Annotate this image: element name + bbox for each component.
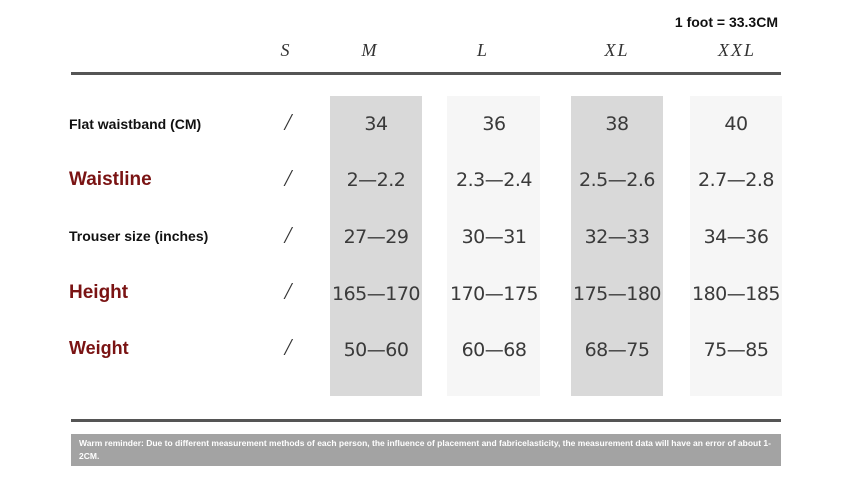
row-waistline-xxl: 2.7—2.8 [698,169,774,191]
warm-reminder: Warm reminder: Due to different measurement methods of each person, the influence of placement and fabricelasticity, the measurement data will have an error of about 1-2CM. [71,434,781,466]
row-trouser-size-l: 30—31 [461,226,527,248]
row-waistline-m: 2—2.2 [346,169,406,191]
row-waistline-s: / [284,166,292,192]
row-label-height: Height [69,282,129,303]
row-height-xl: 175—180 [572,283,662,305]
row-weight-m: 50—60 [343,339,409,361]
conversion-note: 1 foot = 33.3CM [674,14,778,30]
bottom-divider [71,419,781,422]
row-flat-waistband-s: / [284,110,292,136]
size-header-s: S [280,40,292,60]
row-height-xxl: 180—185 [691,283,781,305]
row-label-weight: Weight [69,338,129,358]
size-header-l: L [476,40,489,60]
size-header-xl: XL [604,40,630,60]
size-header-xxl: XXL [717,40,756,60]
row-flat-waistband-l: 36 [482,113,506,135]
row-label-flat-waistband: Flat waistband (CM) [69,116,202,132]
row-label-waistline: Waistline [69,169,152,190]
size-header-m: M [361,40,379,60]
row-flat-waistband-m: 34 [364,113,388,135]
row-trouser-size-s: / [284,223,292,249]
row-weight-l: 60—68 [461,339,527,361]
top-divider [71,72,781,75]
row-flat-waistband-xl: 38 [605,113,629,135]
row-flat-waistband-xxl: 40 [724,113,748,135]
row-height-m: 165—170 [331,283,421,305]
row-height-s: / [284,279,292,305]
row-weight-xxl: 75—85 [703,339,769,361]
row-waistline-xl: 2.5—2.6 [579,169,655,191]
row-trouser-size-xl: 32—33 [584,226,650,248]
row-weight-xl: 68—75 [584,339,650,361]
row-height-l: 170—175 [449,283,539,305]
row-waistline-l: 2.3—2.4 [456,169,532,191]
row-label-trouser-size: Trouser size (inches) [69,228,209,244]
row-trouser-size-m: 27—29 [343,226,409,248]
row-trouser-size-xxl: 34—36 [703,226,769,248]
row-weight-s: / [284,335,292,361]
